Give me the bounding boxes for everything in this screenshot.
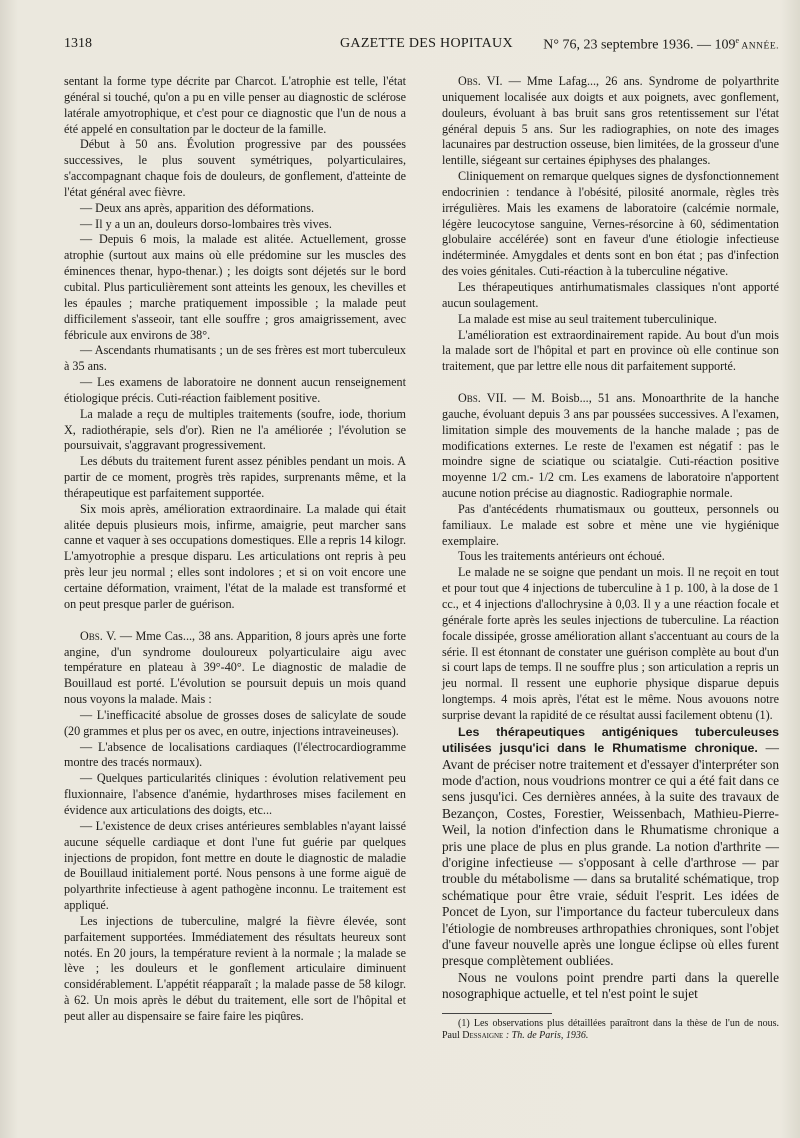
paragraph: — L'existence de deux crises antérieures semblables n'ayant laissé aucune séquelle cardiaque et dont l'une fut guérie par quelques injections de propidon, font mettre en doute le diagnostic de maladie de Bouillaud initialement porté. Nous pensons à une forme aiguë de polyarthrite infectieuse à agent pathogène inconnu. Le traitement est appliqué. [64, 818, 406, 913]
issue-date: N° 76, 23 septembre 1936. — 109 [543, 37, 736, 53]
paragraph: La malade a reçu de multiples traitements (soufre, iode, thorium X, radiothérapie, sels d'or). Rien ne l'a améliorée ; l'évolution se poursuivait, s'aggravant progressivement. [64, 406, 406, 453]
paragraph: — Les examens de laboratoire ne donnent aucun renseignement étiologique précis. Cuti-réaction faiblement positive. [64, 375, 406, 405]
paragraph: — Depuis 6 mois, la malade est alitée. Actuellement, grosse atrophie (surtout aux mains où elle prédomine sur les muscles des éminences thenar, hypo-thenar.) ; les doigts sont déjetés sur le bord cubital. Plus particulièrement sont atteints les genoux, les chevilles et les épaules ; marche pratiquement impossible ; la malade peut difficilement s'asseoir, tant elle souffre ; gros amaigrissement, avec fébricule aux environs de 38°. [64, 232, 406, 342]
issue-line [543, 36, 779, 54]
footnote-text: Les observations plus détaillées paraîtront dans la thèse de l'un de nous. Paul [442, 1017, 779, 1042]
footnote-rule [442, 1013, 552, 1014]
footnote [442, 1018, 779, 1043]
footnote-author: Dessaigne [462, 1030, 504, 1042]
paragraph: Les débuts du traitement furent assez pénibles pendant un mois. A partir de ce moment, progrès très rapides, surprenants même, et la thérapeutique est parfaitement supportée. [64, 454, 406, 500]
right-column [442, 74, 779, 1043]
section-title: Les thérapeutiques antigéniques tuberculeuses utilisées jusqu'ici dans le Rhumatisme chronique. [442, 724, 779, 756]
paragraph: Tous les traitements antérieurs ont échoué. [458, 549, 665, 564]
paragraph: Les thérapeutiques antirhumatismales classiques n'ont apporté aucun soulagement. [442, 279, 779, 310]
paragraph: La malade est mise au seul traitement tuberculinique. [458, 311, 717, 326]
paragraph: Les injections de tuberculine, malgré la fièvre élevée, sont parfaitement supportées. Immédiatement des résultats heureux sont notés. En 20 jours, la température revient à la normale ; la malade se lève ; les douleurs et le gonflement articulaire diminuent considérablement. L'appétit réapparaît ; la malade passe de 58 kilogr. à 62. Un mois après le début du traitement, elle sort de l'hôpital et peut aller au dispensaire se faire faire les piqûres. [64, 913, 406, 1023]
paragraph: Pas d'antécédents rhumatismaux ou goutteux, personnels ou familiaux. Le malade est sobre et mène une vie hygiénique exemplaire. [442, 501, 779, 548]
page-number: 1318 [64, 36, 92, 51]
paragraph: Cliniquement on remarque quelques signes de dysfonctionnement endocrinien : tendance à l'obésité, pilosité anormale, règles très irrégulières. Mais les examens de laboratoire (calcémie normale, légère leucocytose sanguine, Vernes-résorcine à 60, sédimentation globulaire accélérée) sont en faveur d'une étiologie infectieuse indéterminée. Amygdales et dents sont en bon état ; pas d'infection des voies génitales. Cuti-réaction à la tuberculine négative. [442, 169, 779, 279]
paragraph: Début à 50 ans. Évolution progressive par des poussées successives, le plus souvent symétriques, polyarticulaires, s'accompagnant chaque fois de douleurs, de gonflement, d'atteinte de l'état général avec fièvre. [64, 137, 406, 199]
paragraph: Six mois après, amélioration extraordinaire. La malade qui était alitée depuis plusieurs mois, infirme, amaigrie, peut marcher sans canne et vaquer à ses occupations domestiques. Elle a repris 14 kilogr. L'amyotrophie a presque disparu. Les articulations ont repris à peu près leur jeu normal ; elles sont indolores ; et si on voit encore une certaine déformation, vraiment, l'état de la malade est transformé et on peut presque parler de guérison. [64, 501, 406, 611]
page-header [64, 36, 779, 58]
paragraph: sentant la forme type décrite par Charcot. L'atrophie est telle, l'état général si touché, qu'on a pu en ville penser au diagnostic de sclérose latérale amyotrophique, et c'est pour ce diagnostic que l'un de nous a été appelé en consultation par le docteur de la famille. [64, 74, 406, 136]
section-text: — Avant de préciser notre traitement et d'essayer d'interpréter son mode d'action, nous voudrions montrer ce qui a été fait dans ce sens jusqu'ici. Ces dernières années, à la suite des travaux de Bezançon, Costes, Forestier, Weissenbach, Mathieu-Pierre-Weil, la notion d'infection dans le Rhumatisme chronique a pris une place de plus en plus grande. La notion d'arthrite — d'origine infectieuse — s'opposant à celle d'arthrose — par trouble du métabolisme — dans sa brutalité schématique, trop schématique pour être vraie, séduit l'esprit. Les idées de Poncet de Lyon, sur l'importance du facteur tuberculeux dans l'étiologie de nombreuses arthropathies chroniques, sont l'objet d'une faveur nouvelle après une longue éclipse où elles furent presque complètement oubliées. [442, 740, 779, 969]
footnote-ref: : Th. de Paris, 1936. [503, 1030, 589, 1042]
issue-annee: ANNÉE. [739, 41, 779, 52]
left-column [64, 74, 406, 1025]
section-paragraph [442, 724, 779, 970]
issue-sup: e [735, 36, 740, 45]
obs-label: Obs. VII. [458, 391, 507, 406]
paragraph: — Deux ans après, apparition des déformations. [80, 200, 314, 215]
obs-text: — Mme Cas..., 38 ans. Apparition, 8 jours après une forte angine, d'un syndrome douloureux polyarticulaire aigu avec température en plateau à 39°-40°. Le diagnostic de maladie de Bouillaud est porté. L'évolution se poursuit depuis un mois quand nous voyons la malade. Mais : [64, 628, 406, 707]
paragraph: — Quelques particularités cliniques : évolution relativement peu fluxionnaire, l'absence d'anémie, hydarthroses mises facilement en évidence aux articulations des doigts, etc... [64, 771, 406, 817]
paragraph: — L'absence de localisations cardiaques (l'électrocardiogramme montre des tracés normaux). [64, 739, 406, 770]
obs-text: — M. Boisb..., 51 ans. Monoarthrite de la hanche gauche, évoluant depuis 3 ans par poussées successives. A l'examen, limitation simple des mouvements de la hanche malade ; pas de modifications externes. Le reste de l'examen est négatif : pas le moindre signe de sciatique ou sciatalgie. Cuti-réaction positive moyenne 1/2 cm.- 1/2 cm. Les examens de laboratoire n'apportent aucune notion précise au diagnostic. Radiographie normale. [442, 391, 779, 501]
footnote-marker: (1) [458, 1017, 470, 1029]
paragraph: Le malade ne se soigne que pendant un mois. Il ne reçoit en tout et pour tout que 4 injections de tuberculine à 1 p. 100, à la dose de 1 cc., et 4 injections d'allochrysine à 0,03. Il y a une réaction focale et générale forte après les seules injections de tuberculine. La réaction focale dissipée, grosse amélioration allant s'accentuant au cours de la série. Il est étonnant de constater une guérison complète au bout d'un si court laps de temps. Il ne souffre plus ; son articulation a repris un jeu normal. Il ressent une euphorie physique disparue depuis longtemps. 4 mois après, l'état est le même. Nous avouons notre surprise devant la rapidité de ce résultat aussi facilement obtenu (1). [442, 565, 779, 722]
paragraph: L'amélioration est extraordinairement rapide. Au bout d'un mois la malade sort de l'hôpital et part en province où elle continue son traitement, que par lettre elle nous dit parfaitement supporté. [442, 327, 779, 374]
paragraph: — L'inefficacité absolue de grosses doses de salicylate de soude (20 grammes et plus per os avec, en outre, injections intraveineuses). [64, 707, 406, 738]
observation-vi [442, 74, 779, 169]
observation-v [64, 629, 406, 708]
journal-title: GAZETTE DES HOPITAUX [340, 36, 513, 51]
paragraph: Nous ne voulons point prendre parti dans la querelle nosographique actuelle, et tel n'est point le sujet [442, 969, 779, 1002]
observation-vii [442, 391, 779, 502]
paragraph: — Ascendants rhumatisants ; un de ses frères est mort tuberculeux à 35 ans. [64, 343, 406, 374]
obs-label: Obs. V. [80, 628, 117, 643]
obs-text: — Mme Lafag..., 26 ans. Syndrome de polyarthrite uniquement localisée aux doigts et aux poignets, avec gonflement, douleurs, évoluant à bas bruit sans gros retentissement sur l'état général depuis 5 ans. Sur les radiographies, on note des images lacunaires par destruction osseuse, bien limitées, de la grosseur d'une lentille, siégeant sur certaines épiphyses des phalanges. [442, 74, 779, 168]
obs-label: Obs. VI. [458, 74, 503, 88]
paragraph: — Il y a un an, douleurs dorso-lombaires très vives. [80, 216, 332, 231]
